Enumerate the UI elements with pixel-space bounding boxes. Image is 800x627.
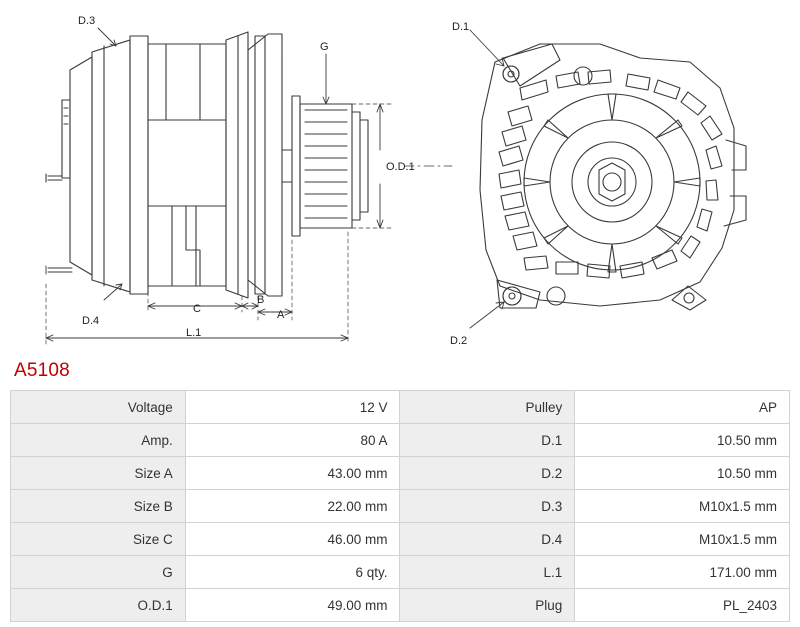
spec-value: 22.00 mm [185,490,400,523]
spec-label: Voltage [11,391,186,424]
label-d4: D.4 [82,315,100,327]
label-d2: D.2 [450,335,468,347]
spec-label: D.1 [400,424,575,457]
table-row [11,589,790,622]
label-g: G [320,41,329,53]
spec-label: L.1 [400,556,575,589]
label-d1: D.1 [452,21,470,33]
label-b: B [257,294,265,306]
spec-label: O.D.1 [11,589,186,622]
spec-value: 10.50 mm [575,457,790,490]
label-od1: O.D.1 [386,161,415,173]
specification-table [10,390,790,622]
label-l1: L.1 [186,327,202,339]
spec-label: Size C [11,523,186,556]
spec-value: 10.50 mm [575,424,790,457]
spec-value: 80 A [185,424,400,457]
spec-value: 171.00 mm [575,556,790,589]
spec-label: Pulley [400,391,575,424]
table-row [11,424,790,457]
table-row [11,391,790,424]
spec-value: 12 V [185,391,400,424]
spec-label: D.4 [400,523,575,556]
spec-label: Amp. [11,424,186,457]
table-row [11,490,790,523]
spec-value: 43.00 mm [185,457,400,490]
table-row [11,457,790,490]
table-row [11,523,790,556]
spec-value: 49.00 mm [185,589,400,622]
spec-label: Size A [11,457,186,490]
spec-label: D.3 [400,490,575,523]
spec-value: 6 qty. [185,556,400,589]
spec-value: AP [575,391,790,424]
spec-value: 46.00 mm [185,523,400,556]
spec-value: M10x1.5 mm [575,490,790,523]
page-title: A5108 [14,360,70,381]
spec-label: Plug [400,589,575,622]
label-d3: D.3 [78,15,96,27]
spec-value: M10x1.5 mm [575,523,790,556]
spec-label: G [11,556,186,589]
spec-label: Size B [11,490,186,523]
spec-value: PL_2403 [575,589,790,622]
spec-label: D.2 [400,457,575,490]
label-c: C [193,303,201,315]
label-a: A [277,309,285,321]
table-row [11,556,790,589]
